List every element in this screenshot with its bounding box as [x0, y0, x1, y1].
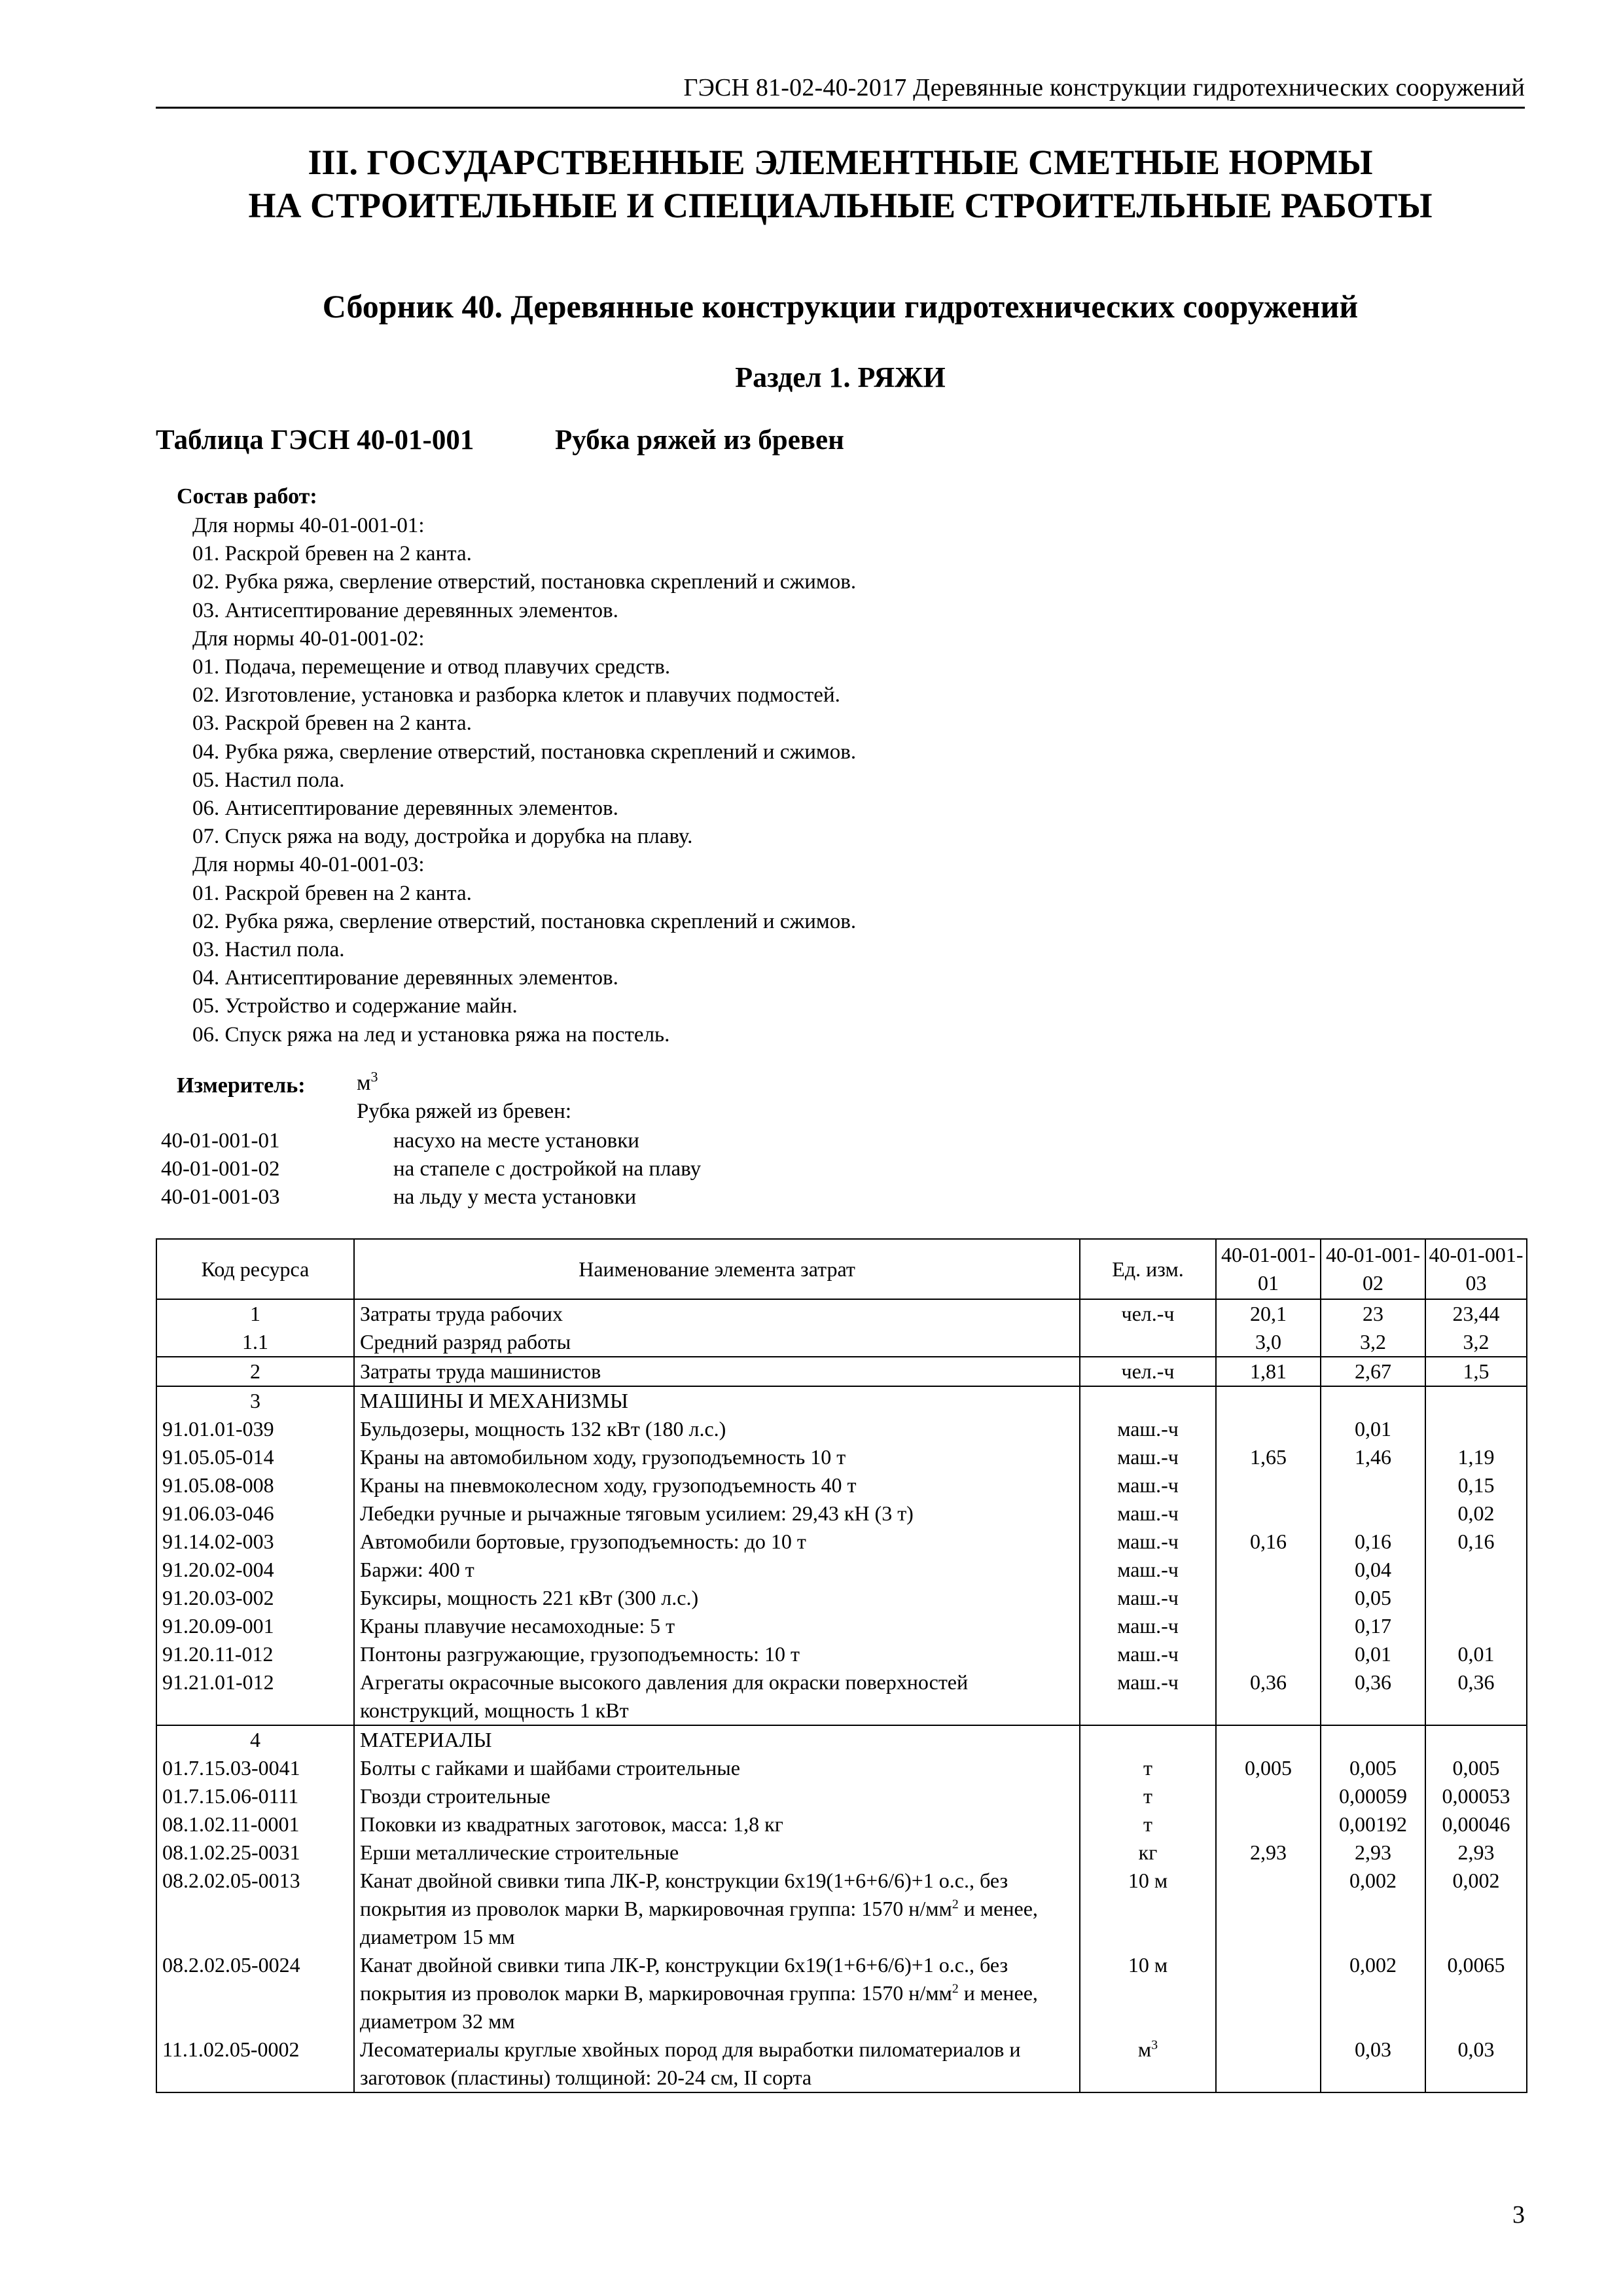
value-norm-1 [1216, 1386, 1321, 1415]
unit-of-measure: маш.-ч [1080, 1471, 1216, 1499]
value-norm-1 [1216, 1810, 1321, 1839]
work-line: 02. Изготовление, установка и разборка клеток и плавучих подмостей. [192, 683, 840, 708]
resource-name: Краны плавучие несамоходные: 5 т [354, 1612, 1080, 1640]
resource-code: 08.1.02.11-0001 [156, 1810, 354, 1839]
value-norm-1: 0,16 [1216, 1528, 1321, 1556]
value-norm-2: 2,93 [1321, 1839, 1425, 1867]
value-norm-1 [1216, 1556, 1321, 1584]
value-norm-2: 0,002 [1321, 1951, 1425, 2036]
resource-name: МАШИНЫ И МЕХАНИЗМЫ [354, 1386, 1080, 1415]
value-norm-1: 2,93 [1216, 1839, 1321, 1867]
resource-name: Баржи: 400 т [354, 1556, 1080, 1584]
header-norm-2: 40-01-001-02 [1321, 1239, 1425, 1299]
work-line: 05. Устройство и содержание майн. [192, 994, 518, 1018]
table-row [156, 1640, 1527, 1668]
table-row [156, 1668, 1527, 1725]
value-norm-3: 0,02 [1425, 1499, 1527, 1528]
work-line: 04. Рубка ряжа, сверление отверстий, постановка скреплений и сжимов. [192, 740, 857, 764]
resource-name: Краны на автомобильном ходу, грузоподъемность 10 т [354, 1443, 1080, 1471]
value-norm-2: 0,00059 [1321, 1782, 1425, 1810]
value-norm-1 [1216, 1584, 1321, 1612]
work-line: 03. Антисептирование деревянных элементов. [192, 598, 618, 622]
resource-name [354, 1951, 1080, 2036]
value-norm-3: 0,0065 [1425, 1951, 1527, 2036]
value-norm-1: 1,81 [1216, 1357, 1321, 1386]
norm-code: 40-01-001-02 [161, 1157, 280, 1181]
value-norm-3 [1425, 1556, 1527, 1584]
unit-of-measure: маш.-ч [1080, 1668, 1216, 1725]
table-row [156, 1584, 1527, 1612]
unit-of-measure: маш.-ч [1080, 1556, 1216, 1584]
resource-name: Автомобили бортовые, грузоподъемность: до 10 т [354, 1528, 1080, 1556]
work-line: 06. Спуск ряжа на лед и установка ряжа на постель. [192, 1022, 670, 1047]
work-line: 02. Рубка ряжа, сверление отверстий, постановка скреплений и сжимов. [192, 570, 857, 594]
value-norm-3 [1425, 1415, 1527, 1443]
resource-code: 91.06.03-046 [156, 1499, 354, 1528]
measurer-unit-base: м [357, 1071, 371, 1095]
resource-code: 91.20.03-002 [156, 1584, 354, 1612]
table-body [156, 1299, 1527, 2092]
table-row [156, 1556, 1527, 1584]
value-norm-3: 1,19 [1425, 1443, 1527, 1471]
unit-of-measure: 10 м [1080, 1951, 1216, 2036]
table-row [156, 1357, 1527, 1386]
table-row [156, 2036, 1527, 2092]
resource-code: 4 [156, 1725, 354, 1754]
unit-base: м [1137, 2037, 1152, 2061]
measurer-row [161, 1183, 815, 1211]
resource-name-sup: 2 [952, 1981, 959, 1996]
value-norm-1 [1216, 1471, 1321, 1499]
value-norm-2: 1,46 [1321, 1443, 1425, 1471]
table-row [156, 1471, 1527, 1499]
value-norm-1 [1216, 1499, 1321, 1528]
value-norm-1 [1216, 1415, 1321, 1443]
table-row [156, 1867, 1527, 1951]
resource-name: Затраты труда рабочих [354, 1299, 1080, 1328]
table-row [156, 1951, 1527, 2036]
resource-name: Болты с гайками и шайбами строительные [354, 1754, 1080, 1782]
measurer-description: Рубка ряжей из бревен: [357, 1100, 571, 1123]
unit-of-measure: маш.-ч [1080, 1415, 1216, 1443]
value-norm-3: 0,15 [1425, 1471, 1527, 1499]
header-norm-3: 40-01-001-03 [1425, 1239, 1527, 1299]
resource-code: 2 [156, 1357, 354, 1386]
header-code: Код ресурса [156, 1239, 354, 1299]
table-row [156, 1328, 1527, 1357]
value-norm-3: 1,5 [1425, 1357, 1527, 1386]
work-line: 01. Подача, перемещение и отвод плавучих средств. [192, 655, 671, 679]
resource-name [354, 1867, 1080, 1951]
resource-name: Бульдозеры, мощность 132 кВт (180 л.с.) [354, 1415, 1080, 1443]
resource-name-text-end: и менее, диаметром 32 мм [360, 1981, 1038, 2033]
table-row [156, 1386, 1527, 1415]
work-line: 03. Настил пола. [192, 938, 345, 962]
part-title [156, 141, 1525, 227]
resource-name: Агрегаты окрасочные высокого давления для окраски поверхностей конструкций, мощность 1 кВт [354, 1668, 1080, 1725]
unit-of-measure: т [1080, 1754, 1216, 1782]
value-norm-3 [1425, 1584, 1527, 1612]
resource-name: Затраты труда машинистов [354, 1357, 1080, 1386]
resource-code: 91.20.02-004 [156, 1556, 354, 1584]
unit-of-measure: маш.-ч [1080, 1499, 1216, 1528]
value-norm-3: 0,005 [1425, 1754, 1527, 1782]
table-row [156, 1499, 1527, 1528]
resource-code: 08.2.02.05-0024 [156, 1951, 354, 2036]
resource-cost-table [156, 1238, 1527, 2093]
value-norm-2: 3,2 [1321, 1328, 1425, 1357]
value-norm-2 [1321, 1499, 1425, 1528]
value-norm-3 [1425, 1386, 1527, 1415]
resource-name: Поковки из квадратных заготовок, масса: 1,8 кг [354, 1810, 1080, 1839]
part-title-line-2: НА СТРОИТЕЛЬНЫЕ И СПЕЦИАЛЬНЫЕ СТРОИТЕЛЬНЫЕ РАБОТЫ [248, 186, 1433, 225]
table-row [156, 1528, 1527, 1556]
resource-code: 91.05.08-008 [156, 1471, 354, 1499]
value-norm-2: 0,36 [1321, 1668, 1425, 1725]
measurer-row [161, 1127, 815, 1155]
resource-name-text: Канат двойной свивки типа ЛК-Р, конструкции 6х19(1+6+6/6)+1 о.с., без покрытия из проволок марки В, маркировочная группа: 1570 н/мм [360, 1869, 1008, 1920]
value-norm-1: 0,005 [1216, 1754, 1321, 1782]
value-norm-1 [1216, 1782, 1321, 1810]
table-name: Рубка ряжей из бревен [555, 425, 844, 456]
unit-of-measure: т [1080, 1782, 1216, 1810]
resource-code: 08.2.02.05-0013 [156, 1867, 354, 1951]
value-norm-3 [1425, 1612, 1527, 1640]
resource-name-sup: 2 [952, 1897, 959, 1912]
unit-of-measure [1080, 1386, 1216, 1415]
work-line: 02. Рубка ряжа, сверление отверстий, постановка скреплений и сжимов. [192, 909, 857, 933]
measurer-unit [357, 1068, 378, 1096]
header-norm-1: 40-01-001-01 [1216, 1239, 1321, 1299]
resource-code: 01.7.15.03-0041 [156, 1754, 354, 1782]
work-line: 07. Спуск ряжа на воду, достройка и дорубка на плаву. [192, 825, 693, 849]
norm-description: насухо на месте установки [393, 1129, 639, 1153]
value-norm-3: 0,03 [1425, 2036, 1527, 2092]
unit-of-measure: 10 м [1080, 1867, 1216, 1951]
part-title-line-1: III. ГОСУДАРСТВЕННЫЕ ЭЛЕМЕНТНЫЕ СМЕТНЫЕ НОРМЫ [308, 143, 1373, 182]
resource-code: 91.05.05-014 [156, 1443, 354, 1471]
value-norm-2: 23 [1321, 1299, 1425, 1328]
resource-code: 91.14.02-003 [156, 1528, 354, 1556]
value-norm-1 [1216, 1640, 1321, 1668]
value-norm-1 [1216, 1725, 1321, 1754]
resource-name: Гвозди строительные [354, 1782, 1080, 1810]
table-row [156, 1725, 1527, 1754]
resource-code: 91.20.09-001 [156, 1612, 354, 1640]
table-row [156, 1810, 1527, 1839]
resource-name: Буксиры, мощность 221 кВт (300 л.с.) [354, 1584, 1080, 1612]
section-title: Раздел 1. РЯЖИ [735, 361, 946, 393]
table-code: Таблица ГЭСН 40-01-001 [156, 425, 474, 456]
value-norm-1 [1216, 1867, 1321, 1951]
value-norm-3 [1425, 1725, 1527, 1754]
table-row [156, 1299, 1527, 1328]
unit-of-measure: маш.-ч [1080, 1443, 1216, 1471]
work-line: 04. Антисептирование деревянных элементов. [192, 966, 618, 990]
unit-exponent: 3 [1151, 2037, 1158, 2053]
resource-code: 91.20.11-012 [156, 1640, 354, 1668]
header-unit: Ед. изм. [1080, 1239, 1216, 1299]
work-line: 03. Раскрой бревен на 2 канта. [192, 711, 472, 736]
value-norm-3: 0,01 [1425, 1640, 1527, 1668]
value-norm-1 [1216, 2036, 1321, 2092]
table-row [156, 1839, 1527, 1867]
measurer-row [161, 1155, 815, 1183]
unit-of-measure: чел.-ч [1080, 1299, 1216, 1328]
unit-of-measure [1080, 1328, 1216, 1357]
resource-code: 91.01.01-039 [156, 1415, 354, 1443]
table-row [156, 1612, 1527, 1640]
resource-code: 01.7.15.06-0111 [156, 1782, 354, 1810]
value-norm-1: 3,0 [1216, 1328, 1321, 1357]
value-norm-1: 1,65 [1216, 1443, 1321, 1471]
value-norm-2: 0,17 [1321, 1612, 1425, 1640]
header-name: Наименование элемента затрат [354, 1239, 1080, 1299]
work-line: 01. Раскрой бревен на 2 канта. [192, 542, 472, 566]
unit-of-measure: маш.-ч [1080, 1528, 1216, 1556]
resource-name: Лесоматериалы круглые хвойных пород для выработки пиломатериалов и заготовок (пластины) толщиной: 20-24 см, II сорта [354, 2036, 1080, 2092]
value-norm-2: 0,03 [1321, 2036, 1425, 2092]
table-row [156, 1782, 1527, 1810]
resource-name: Лебедки ручные и рычажные тяговым усилием: 29,43 кН (3 т) [354, 1499, 1080, 1528]
resource-name: Средний разряд работы [354, 1328, 1080, 1357]
table-row [156, 1754, 1527, 1782]
work-composition-list [192, 512, 856, 1049]
resource-code: 08.1.02.25-0031 [156, 1839, 354, 1867]
collection-title: Сборник 40. Деревянные конструкции гидротехнических сооружений [322, 288, 1359, 325]
measurer-label: Измеритель: [177, 1073, 306, 1098]
value-norm-2: 0,005 [1321, 1754, 1425, 1782]
norm-description: на льду у места установки [393, 1185, 637, 1209]
value-norm-2: 0,01 [1321, 1640, 1425, 1668]
work-line: Для нормы 40-01-001-01: [192, 514, 425, 537]
unit-of-measure: т [1080, 1810, 1216, 1839]
unit-of-measure: чел.-ч [1080, 1357, 1216, 1386]
value-norm-2: 0,04 [1321, 1556, 1425, 1584]
value-norm-2: 0,00192 [1321, 1810, 1425, 1839]
unit-of-measure: маш.-ч [1080, 1584, 1216, 1612]
table-row [156, 1415, 1527, 1443]
resource-code: 91.21.01-012 [156, 1668, 354, 1725]
norm-code: 40-01-001-01 [161, 1129, 280, 1153]
work-line: Для нормы 40-01-001-02: [192, 626, 425, 651]
work-line: 06. Антисептирование деревянных элементов. [192, 797, 618, 821]
resource-code: 1 [156, 1299, 354, 1328]
measurer-rows [161, 1127, 815, 1211]
value-norm-1: 20,1 [1216, 1299, 1321, 1328]
value-norm-3: 3,2 [1425, 1328, 1527, 1357]
value-norm-3: 0,16 [1425, 1528, 1527, 1556]
work-line: Для нормы 40-01-001-03: [192, 853, 425, 877]
value-norm-2 [1321, 1471, 1425, 1499]
value-norm-3: 23,44 [1425, 1299, 1527, 1328]
table-row [156, 1443, 1527, 1471]
unit-of-measure [1080, 1725, 1216, 1754]
value-norm-3: 0,00053 [1425, 1782, 1527, 1810]
value-norm-2: 2,67 [1321, 1357, 1425, 1386]
norm-code: 40-01-001-03 [161, 1185, 280, 1209]
resource-code: 11.1.02.05-0002 [156, 2036, 354, 2092]
value-norm-3: 0,00046 [1425, 1810, 1527, 1839]
work-line: 01. Раскрой бревен на 2 канта. [192, 881, 472, 905]
value-norm-3: 0,36 [1425, 1668, 1527, 1725]
resource-name-text: Канат двойной свивки типа ЛК-Р, конструкции 6х19(1+6+6/6)+1 о.с., без покрытия из проволок марки В, маркировочная группа: 1570 н/мм [360, 1953, 1008, 2005]
unit-of-measure: маш.-ч [1080, 1612, 1216, 1640]
value-norm-2: 0,16 [1321, 1528, 1425, 1556]
value-norm-1 [1216, 1612, 1321, 1640]
work-line: 05. Настил пола. [192, 768, 345, 792]
work-composition-heading: Состав работ: [177, 484, 317, 509]
value-norm-1: 0,36 [1216, 1668, 1321, 1725]
running-header: ГЭСН 81-02-40-2017 Деревянные конструкции гидротехнических сооружений [683, 74, 1525, 101]
value-norm-3: 0,002 [1425, 1867, 1527, 1951]
header-rule [156, 107, 1525, 109]
table-header-row [156, 1239, 1527, 1299]
value-norm-3: 2,93 [1425, 1839, 1527, 1867]
resource-code: 3 [156, 1386, 354, 1415]
value-norm-2: 0,01 [1321, 1415, 1425, 1443]
resource-name-text-end: и менее, диаметром 15 мм [360, 1897, 1038, 1948]
value-norm-2 [1321, 1725, 1425, 1754]
unit-of-measure [1080, 2036, 1216, 2092]
page-number: 3 [1512, 2201, 1525, 2229]
value-norm-2 [1321, 1386, 1425, 1415]
unit-of-measure: маш.-ч [1080, 1640, 1216, 1668]
value-norm-1 [1216, 1951, 1321, 2036]
resource-name: Краны на пневмоколесном ходу, грузоподъемность 40 т [354, 1471, 1080, 1499]
resource-code: 1.1 [156, 1328, 354, 1357]
unit-of-measure: кг [1080, 1839, 1216, 1867]
measurer-unit-exponent: 3 [370, 1068, 378, 1085]
norm-description: на стапеле с достройкой на плаву [393, 1157, 702, 1181]
resource-name: Ерши металлические строительные [354, 1839, 1080, 1867]
value-norm-2: 0,05 [1321, 1584, 1425, 1612]
value-norm-2: 0,002 [1321, 1867, 1425, 1951]
resource-name: Понтоны разгружающие, грузоподъемность: 10 т [354, 1640, 1080, 1668]
resource-name: МАТЕРИАЛЫ [354, 1725, 1080, 1754]
